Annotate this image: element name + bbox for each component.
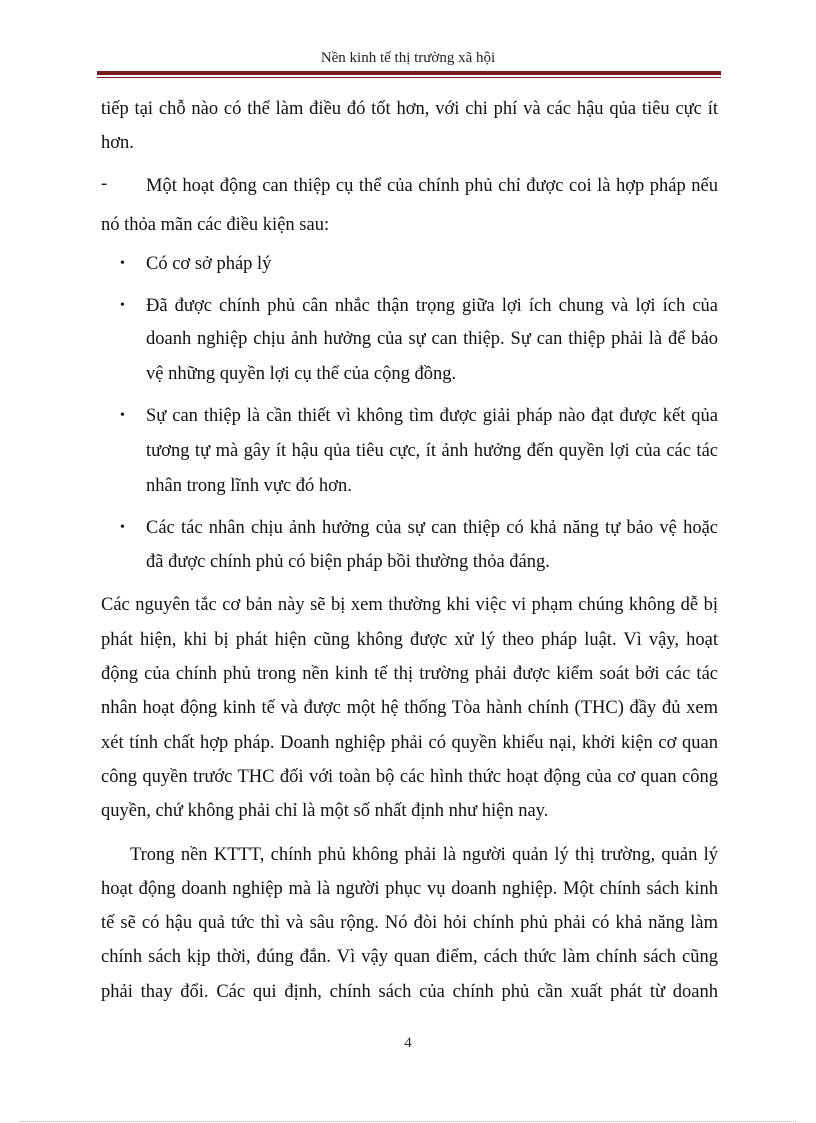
text-line: nó thỏa mãn các điều kiện sau: <box>101 215 330 235</box>
text-line: doanh nghiệp chịu ảnh hưởng của sự can thiệp. Sự can thiệp phải là để bảo <box>146 329 718 349</box>
page-number: 4 <box>404 1035 412 1051</box>
text-line: quyền, chứ không phải chỉ là một số nhất định như hiện nay. <box>101 801 549 821</box>
text-line: Đã được chính phủ cân nhắc thận trọng giữa lợi ích chung và lợi ích của <box>146 296 718 316</box>
header-title: Nền kinh tế thị trường xã hội <box>320 50 496 66</box>
text-line: đã được chính phủ có biện pháp bồi thường thỏa đáng. <box>146 552 550 572</box>
bullet-icon: • <box>120 298 125 313</box>
text-line: xét tính chất hợp pháp. Doanh nghiệp phải có quyền khiếu nại, khởi kiện cơ quan <box>101 733 718 753</box>
bullet-icon: • <box>120 256 125 271</box>
text-line: công quyền trước THC đối với toàn bộ các hình thức hoạt động của cơ quan công <box>101 767 718 787</box>
text-line: tế sẽ có hậu quả tức thì và sâu rộng. Nó đòi hỏi chính phủ phải có khả năng làm <box>101 913 718 933</box>
text-line: nhân trong lĩnh vực đó hơn. <box>146 476 352 496</box>
text-line: Có cơ sở pháp lý <box>146 254 272 274</box>
text-line: phát hiện, khi bị phát hiện cũng không được xử lý theo pháp luật. Vì vậy, hoạt <box>101 630 718 650</box>
text-line: tiếp tại chỗ nào có thể làm điều đó tốt hơn, với chi phí và các hậu qủa tiêu cực ít <box>101 99 718 119</box>
text-line: Một hoạt động can thiệp cụ thể của chính phủ chỉ được coi là hợp pháp nếu <box>146 176 718 196</box>
footer-divider <box>20 1121 796 1122</box>
text-line: động của chính phủ trong nền kinh tế thị trường phải được kiểm soát bởi các tác <box>101 664 718 684</box>
text-line: hơn. <box>101 133 134 153</box>
text-line: Sự can thiệp là cần thiết vì không tìm được giải pháp nào đạt được kết qủa <box>146 406 718 426</box>
text-line: Các tác nhân chịu ảnh hưởng của sự can thiệp có khả năng tự bảo vệ hoặc <box>146 518 718 538</box>
text-line: nhân hoạt động kinh tế và được một hệ thống Tòa hành chính (THC) đầy đủ xem <box>101 698 718 718</box>
text-line: phải thay đổi. Các qui định, chính sách của chính phủ cần xuất phát từ doanh <box>101 982 718 1002</box>
text-line: tương tự mà gây ít hậu qủa tiêu cực, ít ảnh hưởng đến quyền lợi của các tác <box>146 441 718 461</box>
text-line: Các nguyên tắc cơ bản này sẽ bị xem thường khi việc vi phạm chúng không dễ bị <box>101 595 718 615</box>
text-line: chính sách kịp thời, đúng đắn. Vì vậy quan điểm, cách thức làm chính sách cũng <box>101 947 718 967</box>
text-line: hoạt động doanh nghiệp mà là người phục vụ doanh nghiệp. Một chính sách kinh <box>101 879 718 899</box>
dash-marker: - <box>101 174 108 194</box>
text-line: Trong nền KTTT, chính phủ không phải là người quản lý thị trường, quản lý <box>130 845 718 865</box>
header-rule-thick <box>97 71 721 75</box>
text-line: vệ những quyền lợi cụ thể của cộng đồng. <box>146 364 457 384</box>
bullet-icon: • <box>120 408 125 423</box>
bullet-icon: • <box>120 520 125 535</box>
header-rule-thin <box>97 77 721 78</box>
